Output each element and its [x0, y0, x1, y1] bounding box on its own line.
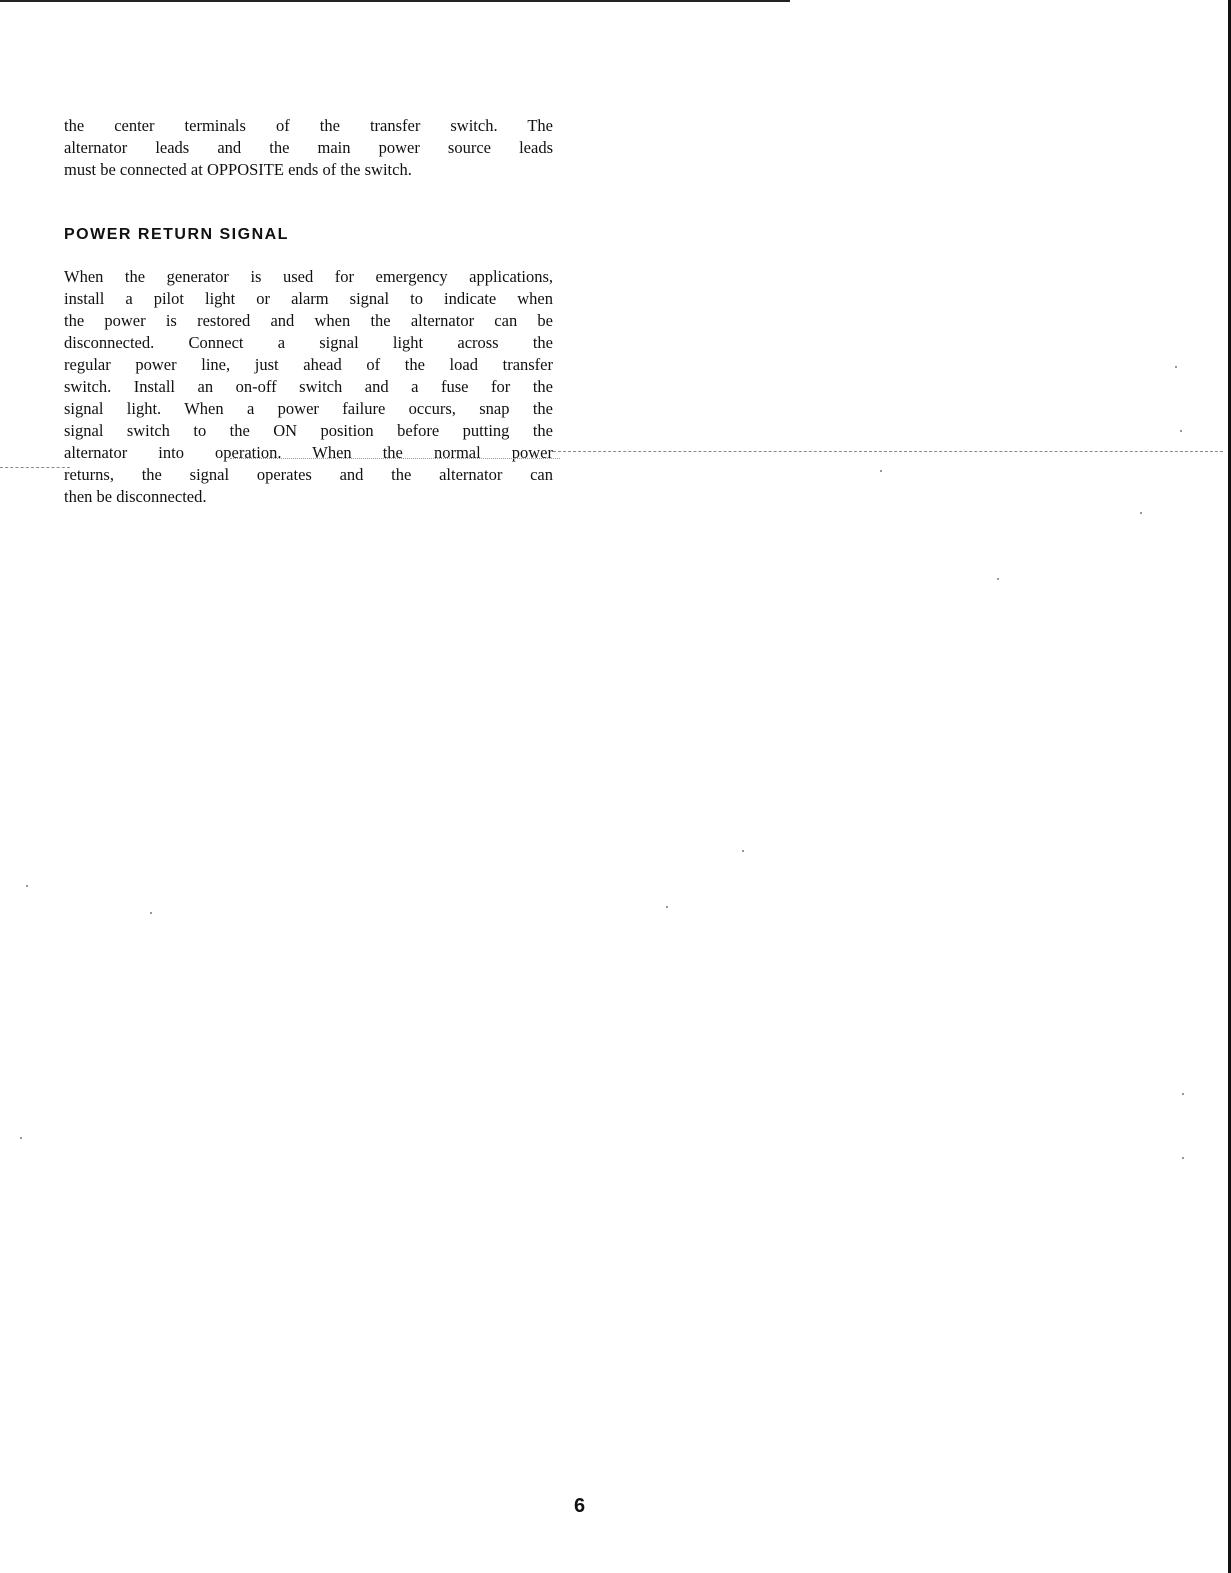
paragraph-line: alternator into operation. When the normal power: [64, 443, 553, 462]
paragraph-line: then be disconnected.: [64, 487, 207, 506]
scan-speck: [1175, 366, 1177, 368]
page-number: 6: [574, 1495, 586, 1517]
scan-artifact-line: [230, 458, 560, 459]
scan-speck: [880, 470, 882, 472]
paragraph-line: regular power line, just ahead of the load transfer: [64, 355, 553, 374]
paragraph-line: must be connected at OPPOSITE ends of the switch.: [64, 160, 412, 179]
paragraph-line: switch. Install an on-off switch and a fuse for the: [64, 377, 553, 396]
scan-speck: [150, 912, 152, 914]
scan-speck: [1140, 512, 1142, 514]
scan-artifact-line: [553, 451, 1223, 452]
scan-speck: [742, 850, 744, 852]
paragraph-line: When the generator is used for emergency applications,: [64, 267, 553, 286]
paragraph-power-return-signal: [64, 266, 553, 508]
section-heading: POWER RETURN SIGNAL: [64, 226, 289, 243]
paragraph-line: alternator leads and the main power source leads: [64, 138, 553, 157]
scan-speck: [1180, 430, 1182, 432]
scan-speck: [20, 1137, 22, 1139]
paragraph-line: the center terminals of the transfer switch. The: [64, 116, 553, 135]
paragraph-line: returns, the signal operates and the alternator can: [64, 465, 553, 484]
scan-artifact-line: [0, 467, 70, 468]
scan-speck: [997, 578, 999, 580]
top-edge-rule: [0, 0, 790, 2]
paragraph-transfer-switch: [64, 115, 553, 181]
paragraph-line: signal switch to the ON position before putting the: [64, 421, 553, 440]
paragraph-line: disconnected. Connect a signal light across the: [64, 333, 553, 352]
scan-speck: [666, 906, 668, 908]
scan-speck: [1182, 1157, 1184, 1159]
paragraph-line: signal light. When a power failure occurs, snap the: [64, 399, 553, 418]
scan-speck: [1182, 1093, 1184, 1095]
scan-speck: [26, 885, 28, 887]
paragraph-line: install a pilot light or alarm signal to indicate when: [64, 289, 553, 308]
paragraph-line: the power is restored and when the alternator can be: [64, 311, 553, 330]
